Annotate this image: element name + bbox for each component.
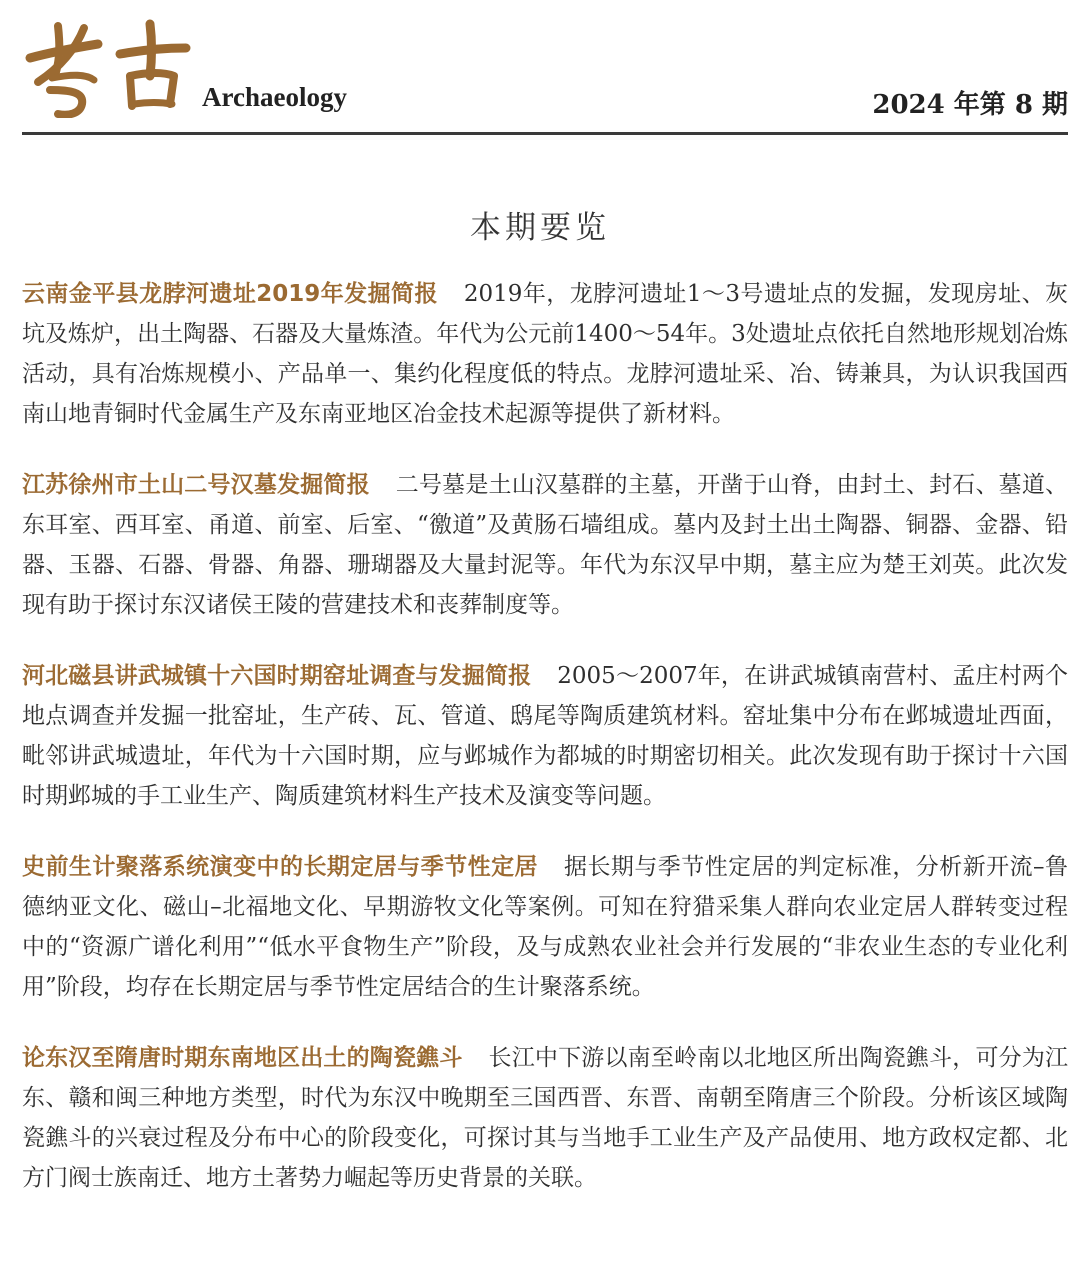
journal-english-name: Archaeology — [202, 82, 347, 112]
article-body: 长江中下游以南至岭南以北地区所出陶瓷鐎斗，可分为江东、赣和闽三种地方类型，时代为东汉中晚期至三国西晋、东晋、南朝至隋唐三个阶段。分析该区域陶瓷鐎斗的兴衰过程及分布中心的阶段变化，可探讨其与当地手工业生产及产品使用、地方政权定都、北方门阀士族南迁、地方土著势力崛起等历史背景的关联。 — [22, 1045, 1069, 1191]
article-title: 河北磁县讲武城镇十六国时期窑址调查与发掘简报 — [22, 663, 532, 689]
journal-header — [22, 18, 1068, 128]
article-summary — [22, 1038, 1068, 1198]
article-title: 江苏徐州市土山二号汉墓发掘简报 — [22, 472, 370, 498]
article-body: 2019年，龙脖河遗址1～3号遗址点的发掘，发现房址、灰坑及炼炉，出土陶器、石器及大量炼渣。年代为公元前1400～54年。3处遗址点依托自然地形规划冶炼活动，具有冶炼规模小、产品单一、集约化程度低的特点。龙脖河遗址采、冶、铸兼具，为认识我国西南山地青铜时代金属生产及东南亚地区冶金技术起源等提供了新材料。 — [22, 281, 1068, 427]
article-summary — [22, 656, 1068, 816]
article-title: 论东汉至隋唐时期东南地区出土的陶瓷鐎斗 — [22, 1045, 463, 1071]
article-body: 2005～2007年，在讲武城镇南营村、孟庄村两个地点调查并发掘一批窑址，生产砖、瓦、管道、鸱尾等陶质建筑材料。窑址集中分布在邺城遗址西面，毗邻讲武城遗址，年代为十六国时期，应与邺城作为都城的时期密切相关。此次发现有助于探讨十六国时期邺城的手工业生产、陶质建筑材料生产技术及演变等问题。 — [22, 663, 1068, 809]
article-body: 据长期与季节性定居的判定标准，分析新开流–鲁德纳亚文化、磁山–北福地文化、早期游牧文化等案例。可知在狩猎采集人群向农业定居人群转变过程中的“资源广谱化利用”“低水平食物生产”阶段，及与成熟农业社会并行发展的“非农业生态的专业化利用”阶段，均存在长期定居与季节性定居结合的生计聚落系统。 — [22, 854, 1069, 1000]
issue-number: 2024 年第 8 期 — [872, 90, 1068, 120]
header-divider — [22, 132, 1068, 135]
article-body: 二号墓是土山汉墓群的主墓，开凿于山脊，由封土、封石、墓道、东耳室、西耳室、甬道、前室、后室、“徼道”及黄肠石墙组成。墓内及封土出土陶器、铜器、金器、铅器、玉器、石器、骨器、角器、珊瑚器及大量封泥等。年代为东汉早中期，墓主应为楚王刘英。此次发现有助于探讨东汉诸侯王陵的营建技术和丧葬制度等。 — [22, 472, 1069, 618]
article-list — [22, 274, 1068, 1198]
article-summary — [22, 847, 1068, 1007]
article-title: 云南金平县龙脖河遗址2019年发掘简报 — [22, 281, 438, 307]
article-summary — [22, 465, 1068, 625]
article-title: 史前生计聚落系统演变中的长期定居与季节性定居 — [22, 854, 538, 880]
page-title: 本期要览 — [470, 210, 610, 246]
article-summary — [22, 274, 1068, 434]
journal-logo-calligraphy — [22, 18, 192, 118]
